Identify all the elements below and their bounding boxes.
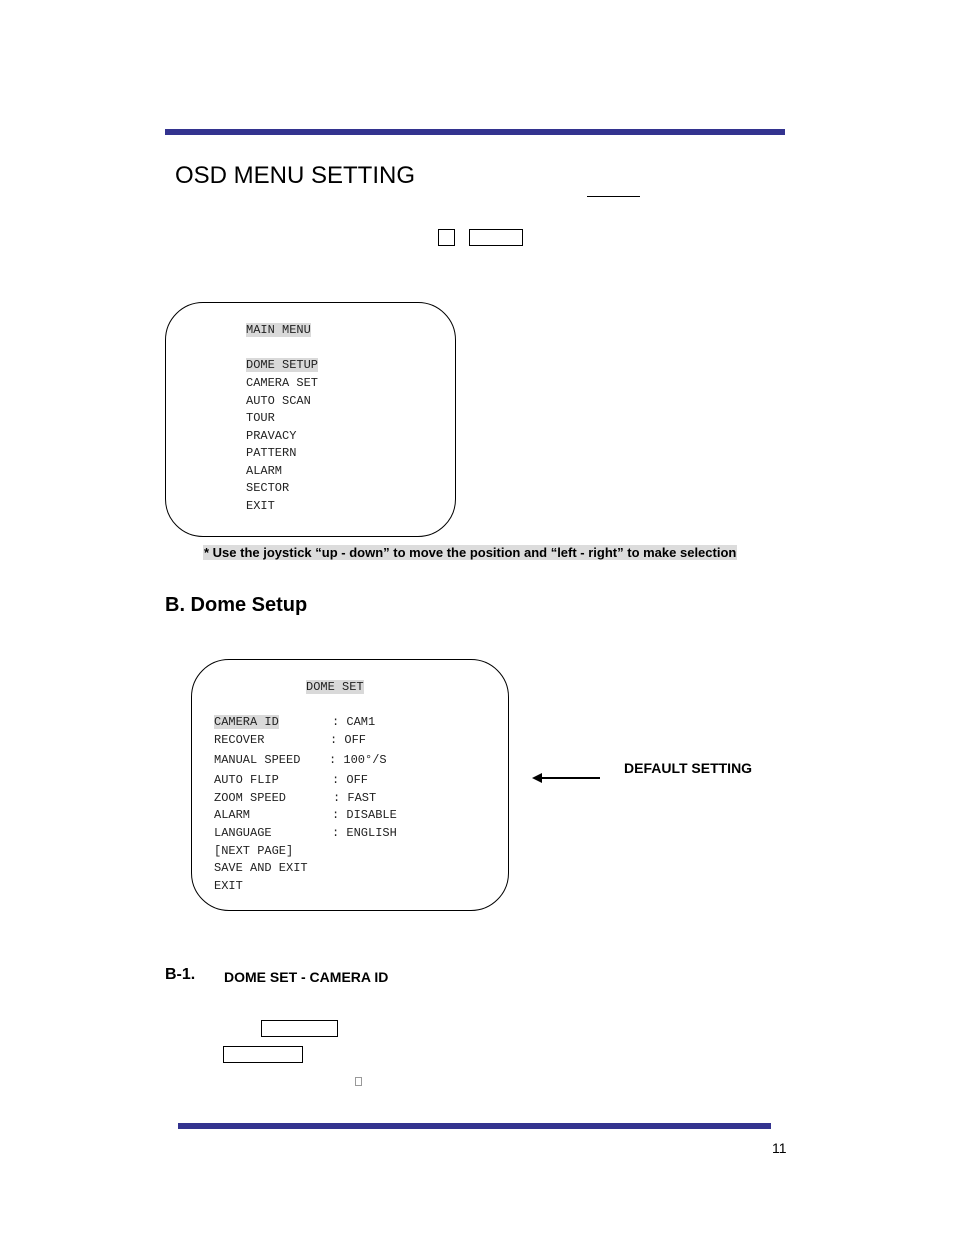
dome-row-camera-id-label[interactable]: CAMERA ID	[214, 715, 279, 729]
dome-row-manual-speed-label[interactable]: MANUAL SPEED	[214, 753, 301, 767]
empty-box-2	[223, 1046, 303, 1063]
dome-row-manual-speed-value: : 100°/S	[329, 753, 387, 767]
bottom-rule	[178, 1123, 771, 1129]
dome-row-auto-flip-value: : OFF	[332, 773, 369, 787]
main-menu-osd	[165, 302, 456, 537]
section-b1-title: DOME SET - CAMERA ID	[224, 969, 389, 985]
menu-item-tour[interactable]: TOUR	[246, 411, 275, 425]
section-b1-number: B-1.	[165, 966, 196, 983]
empty-box-wide	[469, 229, 523, 246]
empty-box-small	[438, 229, 455, 246]
dome-row-recover-value: : OFF	[330, 733, 367, 747]
dome-item-exit[interactable]: EXIT	[214, 879, 243, 893]
placeholder-glyph	[355, 1077, 362, 1086]
underline-mark	[587, 196, 640, 197]
section-b-heading: B. Dome Setup	[165, 594, 308, 616]
empty-box-1	[261, 1020, 338, 1037]
dome-item-next-page[interactable]: [NEXT PAGE]	[214, 844, 294, 858]
dome-row-language-value: : ENGLISH	[332, 826, 397, 840]
dome-row-zoom-speed-label[interactable]: ZOOM SPEED	[214, 791, 287, 805]
menu-item-dome-setup[interactable]: DOME SETUP	[246, 358, 319, 372]
main-menu-header: MAIN MENU	[246, 323, 311, 337]
page-title: OSD MENU SETTING	[175, 162, 416, 189]
menu-item-sector[interactable]: SECTOR	[246, 481, 290, 495]
dome-row-recover-label[interactable]: RECOVER	[214, 733, 265, 747]
page-number: 11	[772, 1140, 787, 1156]
menu-item-pattern[interactable]: PATTERN	[246, 446, 297, 460]
dome-set-header: DOME SET	[306, 680, 364, 694]
menu-item-pravacy[interactable]: PRAVACY	[246, 429, 297, 443]
left-arrow-icon	[532, 771, 602, 785]
menu-item-exit[interactable]: EXIT	[246, 499, 275, 513]
joystick-note: * Use the joystick “up - down” to move the position and “left - right” to make selection	[204, 545, 737, 560]
top-rule	[165, 129, 785, 135]
dome-item-save-and-exit[interactable]: SAVE AND EXIT	[214, 861, 308, 875]
dome-row-camera-id-value: : CAM1	[332, 715, 376, 729]
dome-row-alarm-label[interactable]: ALARM	[214, 808, 251, 822]
dome-row-auto-flip-label[interactable]: AUTO FLIP	[214, 773, 279, 787]
dome-set-osd	[191, 659, 509, 911]
dome-row-language-label[interactable]: LANGUAGE	[214, 826, 272, 840]
dome-row-alarm-value: : DISABLE	[332, 808, 397, 822]
dome-row-zoom-speed-value: : FAST	[333, 791, 377, 805]
menu-item-auto-scan[interactable]: AUTO SCAN	[246, 394, 311, 408]
menu-item-camera-set[interactable]: CAMERA SET	[246, 376, 319, 390]
default-setting-label: DEFAULT SETTING	[624, 760, 753, 776]
menu-item-alarm[interactable]: ALARM	[246, 464, 283, 478]
